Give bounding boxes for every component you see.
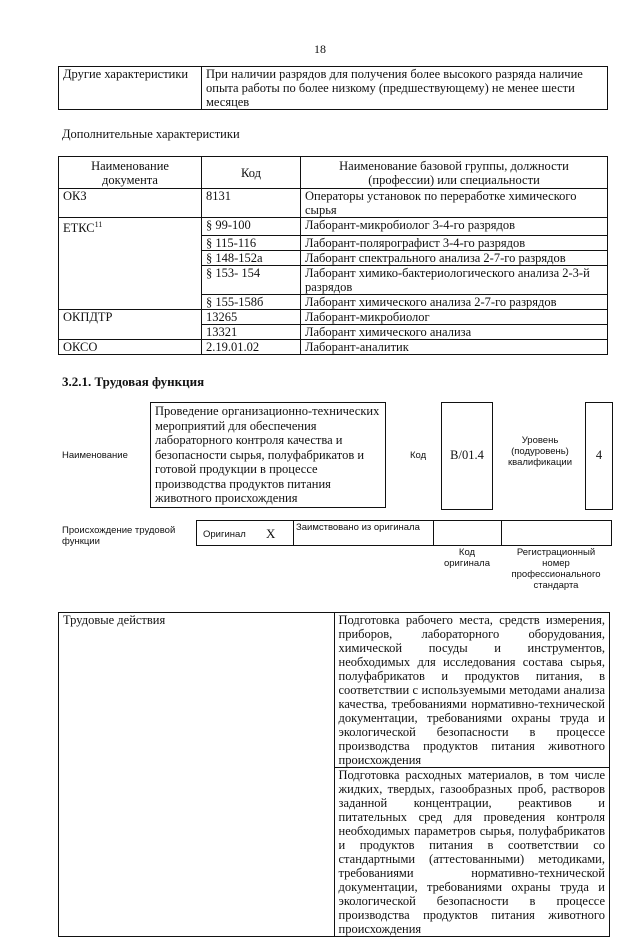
- origin-divider: [501, 521, 502, 545]
- row-code: 8131: [202, 189, 301, 218]
- reg-number-caption: Регистрационный номер профессионального стандарта: [511, 547, 601, 591]
- actions-label: Трудовые действия: [59, 613, 335, 937]
- level-value: 4: [595, 448, 603, 462]
- level-label: Уровень (подуровень) квалификации: [507, 435, 573, 468]
- header-code: Код: [202, 157, 301, 189]
- table-row: [59, 250, 608, 265]
- row-name: Лаборант-аналитик: [301, 339, 608, 354]
- row-code: § 99-100: [202, 218, 301, 236]
- header-doc: Наименование документа: [59, 157, 202, 189]
- row-doc-text: ЕТКС: [63, 221, 95, 236]
- row-doc: [59, 218, 202, 236]
- name-label: Наименование: [62, 450, 128, 461]
- table-row: [59, 309, 608, 324]
- code-box: [441, 402, 493, 510]
- code-original-caption: Код оригинала: [443, 547, 490, 569]
- row-code: 13321: [202, 324, 301, 339]
- row-name: Лаборант химического анализа: [301, 324, 608, 339]
- row-name: Лаборант-полярографист 3-4-го разрядов: [301, 235, 608, 250]
- labor-actions-table: [58, 612, 610, 937]
- row-doc: [59, 324, 202, 339]
- table-row: [59, 218, 608, 236]
- table-row: [59, 613, 610, 768]
- additional-characteristics-table: [58, 156, 608, 355]
- row-name: Операторы установок по переработке химического сырья: [301, 189, 608, 218]
- row-code: § 155-158б: [202, 294, 301, 309]
- other-characteristics-table: [58, 66, 608, 110]
- action-item: Подготовка расходных материалов, в том числе жидких, твердых, газообразных проб, растворов заданной концентрации, реактивов и питательных сред для проведения контроля необходимых параметров сырья, полуфабрикатов и продуктов питания в соответствии со стандартными (аттестованными) методиками, требованиями нормативно-технической документации, требованиями охраны труда и экологической безопасности в процессе производства продуктов питания животного происхождения: [334, 768, 610, 937]
- row-code: 2.19.01.02: [202, 339, 301, 354]
- row-code: § 115-116: [202, 235, 301, 250]
- level-box: [585, 402, 613, 510]
- borrowed-label: Заимствовано из оригинала: [296, 522, 420, 533]
- row-doc: ОКЗ: [59, 189, 202, 218]
- row-doc: [59, 294, 202, 309]
- row-name: Лаборант химического анализа 2-7-го разрядов: [301, 294, 608, 309]
- row-doc: [59, 250, 202, 265]
- code-label: Код: [410, 450, 427, 461]
- code-value: В/01.4: [450, 448, 484, 462]
- action-item: Подготовка рабочего места, средств измерения, приборов, лабораторного оборудования, химической посуды и инструментов, необходимых для исследования состава сырья, полуфабрикатов и продуктов питания, в соответствии с используемыми методами анализа качества, требованиями нормативно-технической документации, требованиями охраны труда и экологической безопасности в процессе производства продуктов питания животного происхождения: [334, 613, 610, 768]
- row-name: Лаборант химико-бактериологического анализа 2-3-й разрядов: [301, 265, 608, 294]
- origin-label: Происхождение трудовой функции: [62, 525, 176, 547]
- table-row: [59, 294, 608, 309]
- table-row: [59, 324, 608, 339]
- section-title: 3.2.1. Трудовая функция: [62, 374, 205, 389]
- table-row: [59, 189, 608, 218]
- row-doc: ОКПДТР: [59, 309, 202, 324]
- row-doc: [59, 265, 202, 294]
- row-name: Лаборант-микробиолог 3-4-го разрядов: [301, 218, 608, 236]
- table-row: [59, 235, 608, 250]
- row-name: Лаборант-микробиолог: [301, 309, 608, 324]
- function-name-box: Проведение организационно-технических мероприятий для обеспечения лабораторного контроля качества и безопасности сырья, полуфабрикатов и готовой продукции в процессе производства продуктов питания животного происхождения: [150, 402, 386, 508]
- other-value: При наличии разрядов для получения более высокого разряда наличие опыта работы по более низкому (предшествующему) не менее шести месяцев: [202, 67, 608, 110]
- page-number: 18: [314, 42, 326, 56]
- original-label: Оригинал: [203, 529, 246, 540]
- origin-divider: [293, 521, 294, 545]
- table-row: [59, 265, 608, 294]
- row-code: § 148-152а: [202, 250, 301, 265]
- footnote-marker: 11: [94, 220, 103, 229]
- row-code: 13265: [202, 309, 301, 324]
- origin-divider: [433, 521, 434, 545]
- row-code: § 153- 154: [202, 265, 301, 294]
- row-doc: ОКСО: [59, 339, 202, 354]
- original-mark: X: [266, 526, 276, 541]
- row-doc: [59, 235, 202, 250]
- other-label: Другие характеристики: [59, 67, 202, 110]
- row-name: Лаборант спектрального анализа 2-7-го разрядов: [301, 250, 608, 265]
- table-row: [59, 339, 608, 354]
- additional-title: Дополнительные характеристики: [62, 127, 240, 141]
- header-name: Наименование базовой группы, должности (профессии) или специальности: [301, 157, 608, 189]
